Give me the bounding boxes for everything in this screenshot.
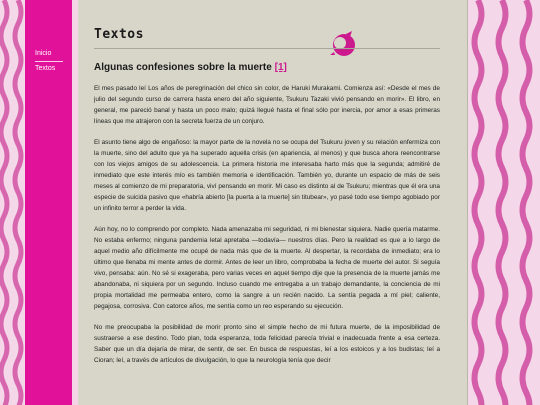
nav-link-textos[interactable]: Textos [35,65,56,72]
site-title: Textos [94,27,144,42]
background-pattern-left [0,0,25,405]
title-underline [94,48,440,49]
nav-link-inicio[interactable]: Inicio [35,50,52,57]
content-panel [78,0,468,405]
background-pattern-right [468,0,540,405]
article-heading [94,62,440,73]
article-paragraph-3: Aún hoy, no lo comprendo por completo. Nada amenazaba mi seguridad, ni mi bienestar siquiera. Nadie quería matarme. No estaba enfermo; ninguna pandemia letal apretaba —todavía— nuestros días. Pero la realidad es que a lo largo de aquel medio año difícilmente me ocupé de nada más que de la muerte. Al despertar, la recordaba de inmediato; era lo último que llenaba mi mente antes de dormir. Antes de leer un libro, comprobaba la fecha de muerte del autor. Si seguía vivo, pensaba: aún. No sé si exageraba, pero varias veces en aquel tiempo dije que la presencia de la muerte jamás me abandonaba, ni siquiera por un segundo. Incluso cuando me entregaba a un trabajo demandante, la conciencia de mi propia mortalidad me permeaba entero, como la sangre a un recién nacido. La sentía pegada a mí piel; caliente, pegajosa, corrosiva. Con catorce años, me sentía como un reo esperando su ejecución. [94,226,440,310]
article-title: Algunas confesiones sobre la muerte [94,62,272,73]
article-paragraph-2: El asunto tiene algo de engañoso: la mayor parte de la novela no se ocupa del Tsukuru joven y su relación enfermiza con la muerte, sino del adulto que ya ha superado aquella crisis (en apariencia, al menos) y que busca ahora reencontrarse con los viejos amigos de su adolescencia. La primera historia me interesaba harto más que la segunda; admitiré de inmediato que este interés mío es también memoria e identificación. También yo, durante un espacio de más de seis meses al comienzo de mi preparatoria, viví pensando en morir. Mi caso es distinto al de Tsukuru; mientras que él era una especie de suicida pasivo que «habría abierto [la puerta a la muerte] sin titubear», yo pasé todo ese tiempo agobiado por un infinito terror a perder la vida. [94,139,440,212]
article [94,62,440,376]
article-paragraph-4: No me preocupaba la posibilidad de morir pronto sino el simple hecho de mi futura muerte, de la imposibilidad de sustraerse a ese destino. Todo plan, toda esperanza, toda felicidad parecía trivial e inadecuada frente a esa certeza. Saber que un día dejaría de mirar, de sentir, de ser. En busca de respuestas, leí a los estoicos y a los budistas; leí a Cioran; leí, a través de artículos de divulgación, lo que la neurología tenía que decir [94,324,440,364]
nav-divider [35,61,63,62]
sidebar-nav [35,48,65,75]
article-paragraph-1: El mes pasado leí Los años de peregrinación del chico sin color, de Haruki Murakami. Comienza así: «Desde el mes de julio del segundo curso de carrera hasta enero del año siguiente, Tsukuru Tazaki vivió pensando en morir». El libro, en general, me pareció banal y hasta un poco malo; quizá llegué hasta el final sólo por inercia, por amor a esas primeras líneas que me atrajeron con la secreta fuerza de un conjuro. [94,85,440,125]
footnote-link[interactable]: [1] [274,62,287,73]
site-logo-icon [330,30,358,58]
sidebar [25,0,72,405]
